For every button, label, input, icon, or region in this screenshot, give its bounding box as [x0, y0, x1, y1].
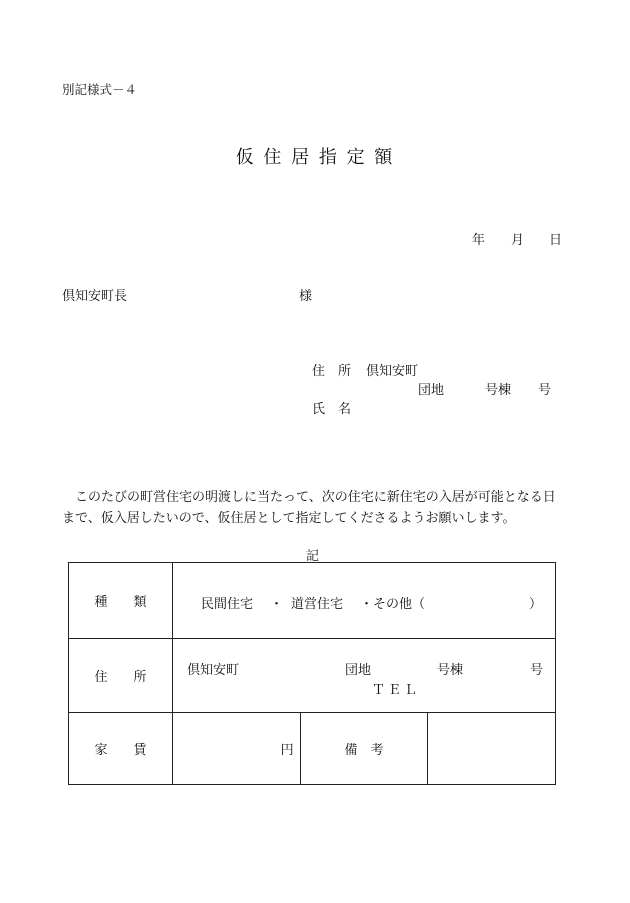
type-label: 種 類 — [69, 563, 173, 639]
request-body-line-2: まで、仮入居したいので、仮住居として指定してくださるようお願いします。 — [62, 511, 516, 526]
date-day: 日 — [549, 233, 563, 248]
type-private: 民間住宅 — [201, 597, 254, 612]
address-town: 倶知安町 — [187, 663, 240, 678]
type-row — [69, 563, 556, 639]
applicant-go: 号 — [538, 383, 552, 398]
address-row — [69, 639, 556, 713]
applicant-name-label: 氏 名 — [312, 402, 352, 417]
address-value-cell — [173, 639, 556, 713]
request-body-line-1: このたびの町営住宅の明渡しに当たって、次の住宅に新住宅の入居が可能となる日 — [62, 490, 556, 505]
ki-heading: 記 — [305, 549, 319, 564]
request-body — [62, 487, 572, 529]
addressee-honorific: 様 — [299, 289, 313, 304]
applicant-address-label: 住 所 — [312, 364, 352, 379]
type-other: ・その他（ — [360, 597, 426, 612]
rent-value-cell — [173, 713, 301, 785]
type-separator: ・ — [270, 597, 284, 612]
type-value-cell — [173, 563, 556, 639]
type-prefectural: 道営住宅 — [291, 597, 344, 612]
applicant-goto: 号棟 — [485, 383, 512, 398]
remarks-value-cell — [428, 713, 556, 785]
rent-label: 家 賃 — [69, 713, 173, 785]
address-go: 号 — [530, 663, 544, 678]
applicant-town: 倶知安町 — [366, 364, 419, 379]
address-danchi: 団地 — [345, 663, 372, 678]
rent-yen: 円 — [280, 743, 294, 758]
address-goto: 号棟 — [437, 663, 464, 678]
remarks-label: 備 考 — [300, 713, 428, 785]
form-id: 別記様式－４ — [62, 82, 138, 97]
applicant-danchi: 団地 — [418, 383, 445, 398]
document-title: 仮 住 居 指 定 額 — [235, 147, 395, 168]
date-month: 月 — [511, 233, 525, 248]
date-year: 年 — [472, 233, 486, 248]
rent-row — [69, 713, 556, 785]
address-label: 住 所 — [69, 639, 173, 713]
addressee-name: 倶知安町長 — [62, 289, 128, 304]
record-table — [68, 562, 556, 785]
type-close-paren: ） — [529, 597, 543, 612]
address-tel: ＴＥＬ — [372, 683, 421, 698]
